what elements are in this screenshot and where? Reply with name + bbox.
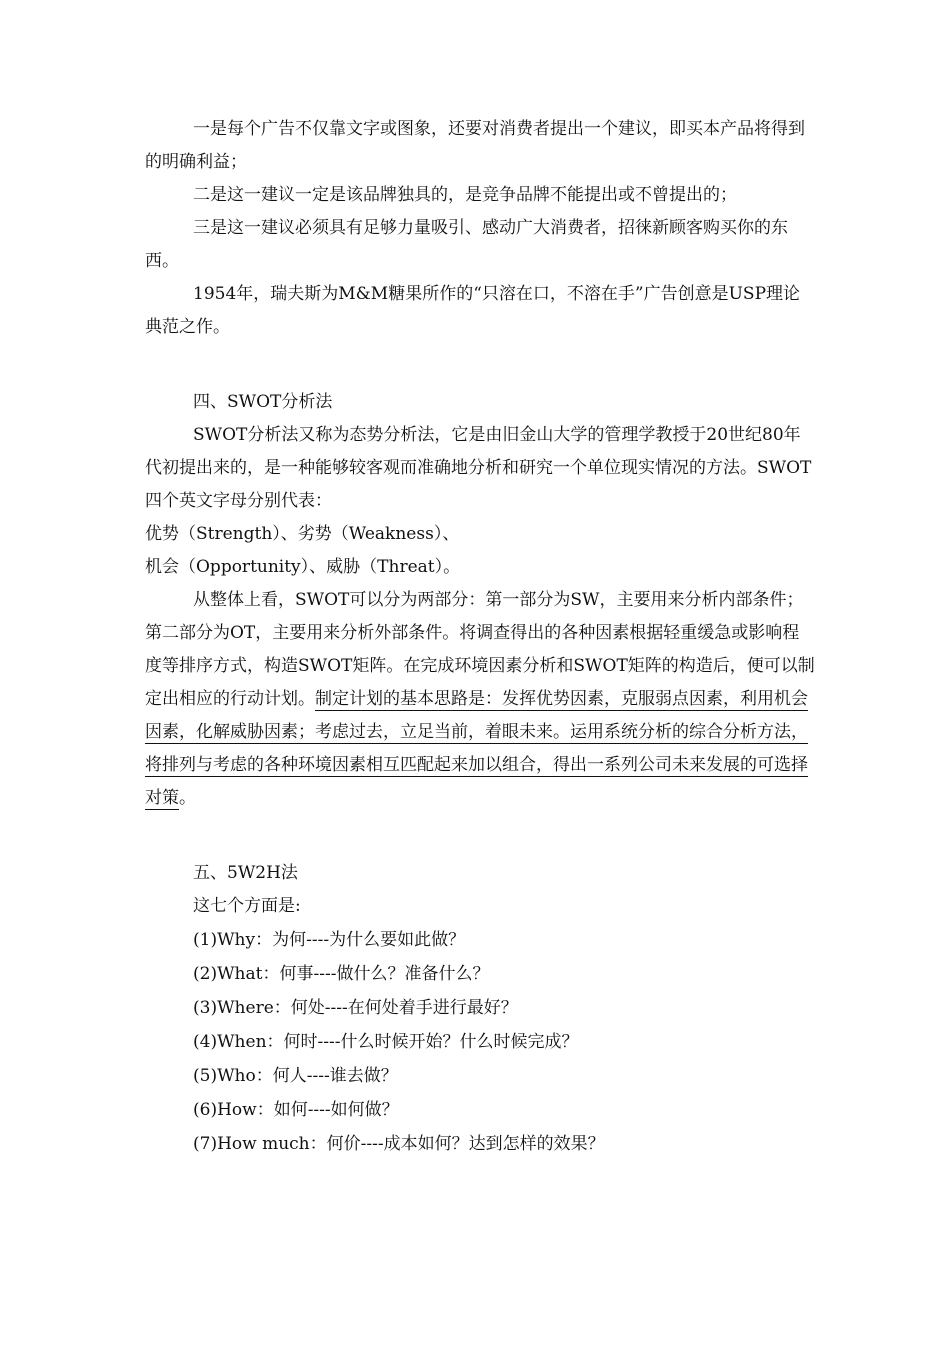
w2h-item-why: (1)Why：为何----为什么要如此做？: [193, 930, 466, 950]
swot-body: [145, 584, 815, 815]
w2h-item-how-much: (7)How much：何价----成本如何？达到怎样的效果？: [193, 1134, 605, 1154]
usp-point-3: 三是这一建议必须具有足够力量吸引、感动广大消费者，招徕新顾客购买你的东西。: [145, 218, 788, 271]
swot-heading: 四、SWOT分析法: [193, 392, 333, 412]
swot-strength-weakness: 优势（Strength）、劣势（Weakness）、: [145, 524, 460, 544]
swot-underlined-text: 制定计划的基本思路是：发挥优势因素，克服弱点因素，利用机会因素，化解威胁因素；考虑过去，立足当前，着眼未来。运用系统分析的综合分析方法，将排列与考虑的各种环境因素相互匹配起来加以组合，得出一系列公司未来发展的可选择对策: [145, 689, 808, 808]
swot-body-end: 。: [179, 788, 196, 808]
w2h-item-where: (3)Where：何处----在何处着手进行最好？: [193, 998, 518, 1018]
swot-intro: SWOT分析法又称为态势分析法，它是由旧金山大学的管理学教授于20世纪80年代初提出来的，是一种能够较客观而准确地分析和研究一个单位现实情况的方法。SWOT四个英文字母分别代表：: [145, 425, 812, 511]
usp-point-1: 一是每个广告不仅靠文字或图象，还要对消费者提出一个建议，即买本产品将得到的明确利益；: [145, 119, 805, 172]
usp-point-2: 二是这一建议一定是该品牌独具的，是竞争品牌不能提出或不曾提出的；: [193, 185, 737, 205]
w2h-intro: 这七个方面是:: [193, 896, 301, 916]
w2h-item-who: (5)Who：何人----谁去做？: [193, 1066, 398, 1086]
w2h-item-how: (6)How：如何----如何做？: [193, 1100, 399, 1120]
swot-section: [145, 386, 815, 815]
w2h-item-what: (2)What：何事----做什么？准备什么？: [193, 964, 490, 984]
w2h-item-when: (4)When：何时----什么时候开始？什么时候完成？: [193, 1032, 579, 1052]
usp-example: 1954年，瑞夫斯为M&M糖果所作的“只溶在口，不溶在手”广告创意是USP理论典范之作。: [145, 284, 801, 337]
w2h-heading: 五、5W2H法: [193, 863, 298, 883]
swot-opportunity-threat: 机会（Opportunity）、威胁（Threat）。: [145, 557, 461, 577]
w2h-section: [145, 857, 815, 1161]
usp-section: [145, 113, 815, 344]
swot-body-text: 从整体上看，SWOT可以分为两部分：第一部分为SW，主要用来分析内部条件；第二部分为OT，主要用来分析外部条件。将调查得出的各种因素根据轻重缓急或影响程度等排序方式，构造SWOT矩阵。在完成环境因素分析和SWOT矩阵的构造后，便可以制定出相应的行动计划。: [145, 590, 815, 709]
